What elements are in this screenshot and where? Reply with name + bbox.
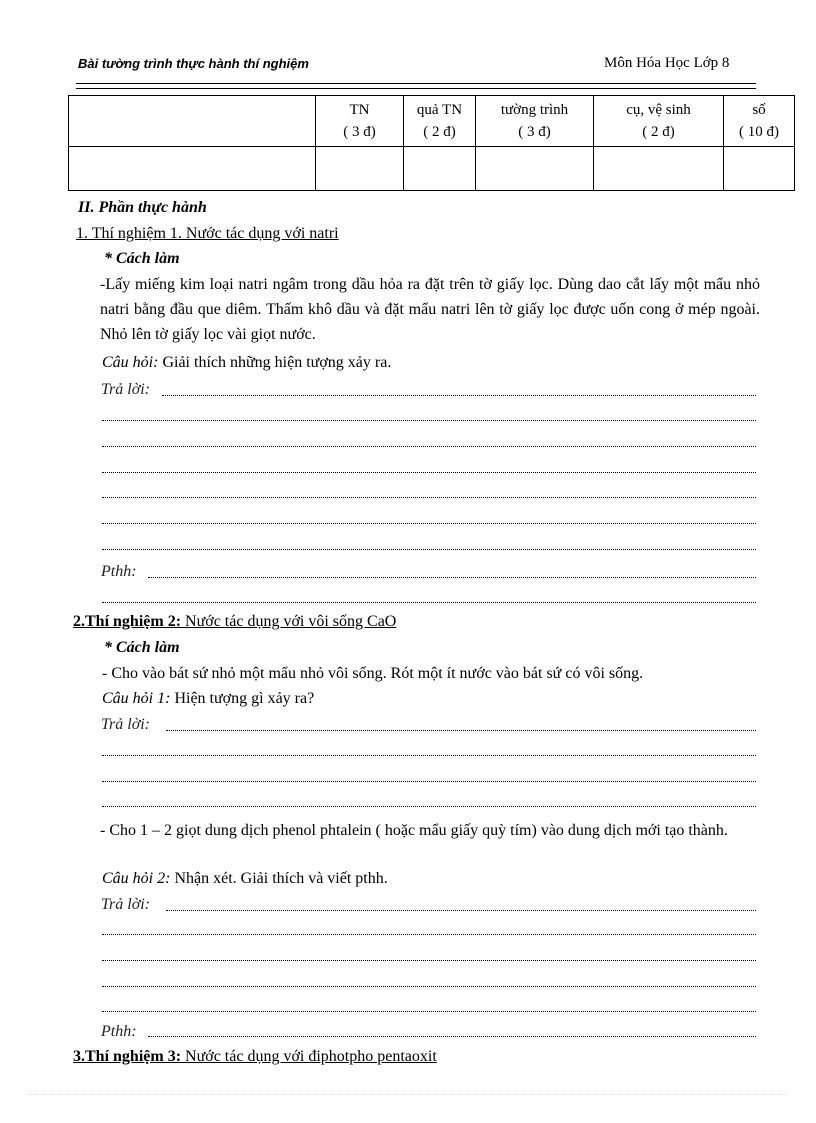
exp2-question-1: Câu hỏi 1: Hiện tượng gì xảy ra? <box>102 690 315 707</box>
answer-line[interactable] <box>102 781 756 782</box>
exp1-answer-label: Trả lời: <box>101 381 150 398</box>
page-bottom-edge <box>28 1094 788 1095</box>
answer-line[interactable] <box>102 806 756 807</box>
score-header: quả TN ( 2 đ) <box>404 96 476 147</box>
header-subject: Môn Hóa Học Lớp 8 <box>604 55 730 71</box>
section-title: II. Phần thực hành <box>78 199 207 216</box>
answer-line[interactable] <box>102 755 756 756</box>
exp1-pthh-label: Pthh: <box>101 563 137 580</box>
answer-line[interactable] <box>102 497 756 498</box>
answer-line[interactable] <box>148 1036 756 1037</box>
exp2-title: 2.Thí nghiệm 2: Nước tác dụng với vôi sống CaO <box>73 613 397 630</box>
header-title: Bài tường trình thực hành thí nghiệm <box>78 56 309 71</box>
score-table <box>68 95 795 191</box>
score-cell[interactable] <box>594 147 724 191</box>
exp2-method-label: * Cách làm <box>104 639 180 656</box>
exp2-question-2: Câu hỏi 2: Nhận xét. Giải thích và viết pthh. <box>102 870 388 887</box>
score-cell[interactable] <box>476 147 594 191</box>
answer-line[interactable] <box>166 730 756 731</box>
score-header: TN ( 3 đ) <box>316 96 404 147</box>
exp2-answer-label: Trả lời: <box>101 716 150 733</box>
score-cell[interactable] <box>316 147 404 191</box>
exp2-method-text: - Cho vào bát sứ nhỏ một mẩu nhỏ vôi sống. Rót một ít nước vào bát sứ có vôi sống. <box>102 665 644 682</box>
exp3-title: 3.Thí nghiệm 3: Nước tác dụng với điphotpho pentaoxit <box>73 1048 437 1065</box>
answer-line[interactable] <box>102 986 756 987</box>
exp1-method-label: * Cách làm <box>104 250 180 267</box>
answer-line[interactable] <box>102 1011 756 1012</box>
answer-line[interactable] <box>102 549 756 550</box>
answer-line[interactable] <box>162 395 756 396</box>
score-cell[interactable] <box>404 147 476 191</box>
exp1-title: 1. Thí nghiệm 1. Nước tác dụng với natri <box>76 225 339 242</box>
exp2-answer2-label: Trả lời: <box>101 896 150 913</box>
exp2-pthh-label: Pthh: <box>101 1023 137 1040</box>
answer-line[interactable] <box>148 577 756 578</box>
answer-line[interactable] <box>102 446 756 447</box>
answer-line[interactable] <box>102 420 756 421</box>
score-header: tường trình ( 3 đ) <box>476 96 594 147</box>
answer-line[interactable] <box>102 934 756 935</box>
score-cell <box>69 147 316 191</box>
score-header: cụ, vệ sinh ( 2 đ) <box>594 96 724 147</box>
score-header: số ( 10 đ) <box>724 96 795 147</box>
answer-line[interactable] <box>166 910 756 911</box>
answer-line[interactable] <box>102 523 756 524</box>
exp1-method-text: -Lấy miếng kim loại natri ngâm trong dầu hỏa ra đặt trên tờ giấy lọc. Dùng dao cắt lấy một mẩu nhỏ natri bằng đầu que diêm. Thấm khô dầu và đặt mẩu natri lên tờ giấy lọc được uốn cong ở mép ngoài. Nhỏ lên tờ giấy lọc vài giọt nước. <box>100 276 760 343</box>
score-cell[interactable] <box>724 147 795 191</box>
answer-line[interactable] <box>102 472 756 473</box>
header-rule <box>76 83 756 84</box>
header-rule-thin <box>76 88 756 89</box>
answer-line[interactable] <box>102 960 756 961</box>
exp1-question: Câu hỏi: Giải thích những hiện tượng xảy ra. <box>102 354 392 371</box>
exp2-method-text-2: - Cho 1 – 2 giọt dung dịch phenol phtalein ( hoặc mẩu giấy quỳ tím) vào dung dịch mới tạo thành. <box>100 822 728 839</box>
answer-line[interactable] <box>102 602 756 603</box>
score-table-blank <box>69 96 316 147</box>
